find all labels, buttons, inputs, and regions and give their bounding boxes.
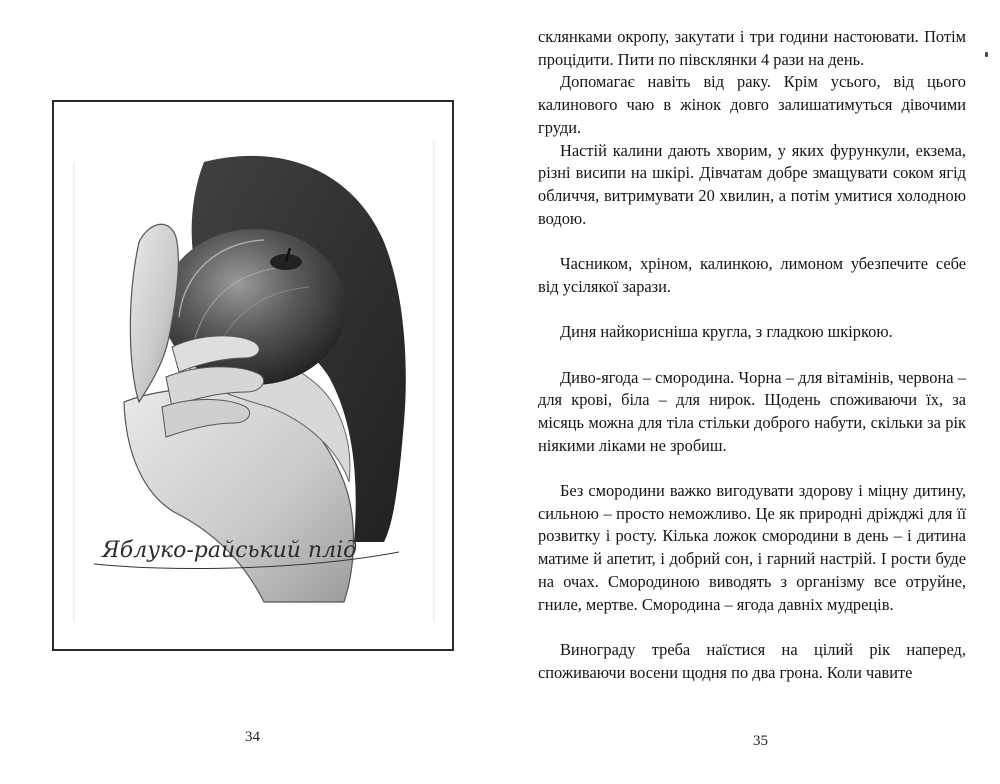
apple-hand-illustration (54, 102, 452, 649)
illustration-frame (52, 100, 454, 651)
paragraph-1: склянками окропу, закутати і три години настоювати. Потім процідити. Пити по півсклянки 4 рази на день. (538, 27, 966, 69)
paragraph-6: Диво-ягода – смородина. Чорна – для вітамінів, червона – для крові, біла – для нирок. Щодень споживаючи їх, за місяць можна для тіла стільки доброго набути, скільки за рік ніякими ліками не зробиш. (538, 367, 966, 455)
paragraph-gap (538, 230, 966, 253)
paragraph-5: Диня найкорисніша кругла, з гладкою шкіркою. (560, 322, 893, 342)
illustration-caption: Яблуко-райський плід (102, 538, 358, 563)
paragraph-8: Винограду треба наїстися на цілий рік наперед, споживаючи восени щодня по два грона. Коли чавите (538, 639, 966, 682)
paragraph-gap (538, 616, 966, 639)
paragraph-gap (538, 457, 966, 480)
paragraph-7: Без смородини важко вигодувати здорову і міцну дитину, сильною – просто неможливо. Це як природні дріжджі для її розвитку і росту. Кілька ложок смородини в день – і дитина матиме й апетит, і добрий сон, і гарний настрій. І рости буде на очах. Смородиною виводять з організму все отруйне, гниле, мертве. Смородина – ягода давніх мудреців. (538, 481, 966, 614)
paragraph-gap (538, 344, 966, 367)
page-number-right: 35 (753, 733, 768, 749)
paragraph-4: Часником, хріном, калинкою, лимоном убезпечите себе від усілякої зарази. (538, 254, 966, 296)
paragraph-gap (538, 298, 966, 321)
page-number-left: 34 (245, 729, 260, 745)
paragraph-3: Настій калини дають хворим, у яких фурункули, екзема, різні висипи на шкірі. Дівчатам добре змащувати соком ягід обличчя, витримувати 20 хвилин, а потім умитися холодною водою. (538, 140, 966, 228)
text-column (538, 26, 966, 684)
paragraph-2: Допомагає навіть від раку. Крім усього, від цього калинового чаю в жінок довго залишатимуться дівочими груди. (538, 72, 966, 137)
print-speck (985, 52, 988, 57)
right-page (500, 0, 1000, 784)
